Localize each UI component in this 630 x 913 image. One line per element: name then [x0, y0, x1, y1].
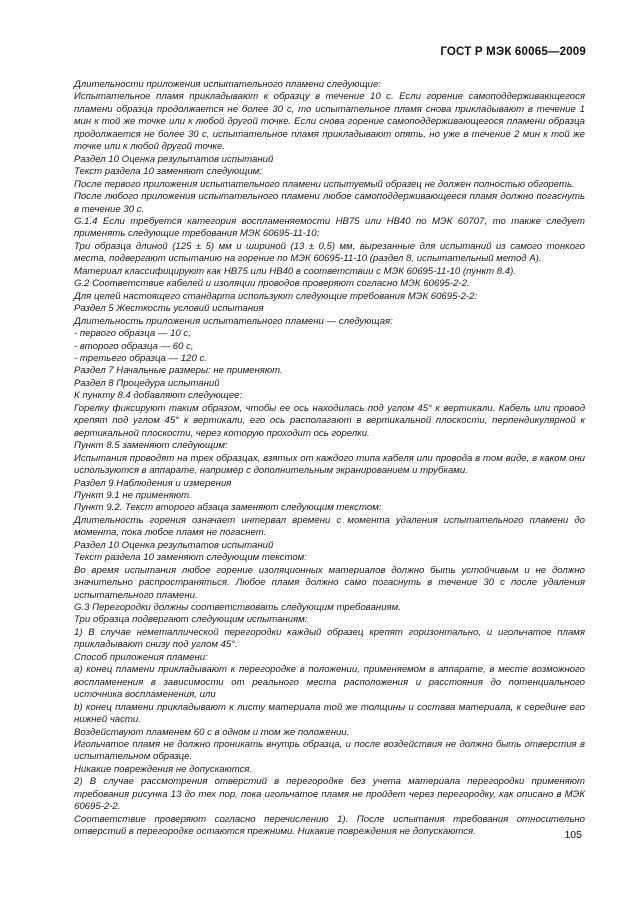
standard-header: ГОСТ Р МЭК 60065—2009: [440, 46, 586, 58]
paragraph: а) конец пламени прикладывают к перегородке в положении, применяемом в аппарате, в месте возможного воспламенения в зависимости от реального места расположения и расстояния до потенциального источника воспламенения, или: [74, 664, 585, 701]
paragraph: 2) В случае рассмотрения отверстий в перегородке без учета материала перегородки применяют требования рисунка 13 до тех пор, пока игольчатое пламя не пройдет через перегородку, как описано в МЭК 60695-2-2.: [74, 776, 585, 813]
paragraph: Никакие повреждения не допускаются.: [74, 763, 253, 775]
page-number: 105: [564, 829, 582, 841]
paragraph: Раздел 8 Процедура испытаний: [74, 377, 220, 389]
paragraph: Горелку фиксируют таким образом, чтобы ее ось находилась под углом 45° к вертикали. Кабель или провод крепят под углом 45° к вертикали, его ось располагают в вертикальной плоскости, перпендикулярной к вертикальной плоскости, через которую проходит ось горелки.: [74, 402, 585, 439]
paragraph: Для целей настоящего стандарта используют следующие требования МЭК 60695-2-2:: [74, 290, 478, 302]
paragraph: Раздел 9 Наблюдения и измерения: [74, 477, 232, 489]
paragraph: Испытательное пламя прикладывают к образцу в течение 10 с. Если горение самоподдерживающегося пламени образца продолжается не более 30 с, то испытательное пламя снова прикладывают в течение 1 мин к той же точке или к любой другой точке. Если снова горение самоподдерживающегося пламени образца продолжается не более 30 с, испытательное пламя прикладывают опять, но уже в течение 2 мин к той же точке или к любой другой точке.: [74, 91, 585, 153]
paragraph: Пункт 8.5 заменяют следующим:: [74, 440, 228, 452]
list-item: - третьего образца — 120 с.: [74, 352, 207, 364]
paragraph: Раздел 10 Оценка результатов испытаний: [74, 539, 274, 551]
paragraph: Длительности приложения испытательного пламени следующие:: [74, 79, 381, 90]
paragraph: Пункт 9.2. Текст второго абзаца заменяют следующим текстом:: [74, 502, 382, 514]
document-body: [74, 79, 585, 839]
list-item: - второго образца — 60 с,: [74, 340, 194, 352]
paragraph: Длительность приложения испытательного пламени — следующая:: [74, 315, 393, 327]
paragraph: 1) В случае неметаллической перегородки каждый образец крепят горизонтально, и игольчатое пламя прикладывают снизу под углом 45°.: [74, 626, 585, 651]
paragraph: Соответствие проверяют согласно перечислению 1). После испытания требования относительно отверстий в перегородке остаются прежними. Никакие повреждения не допускаются.: [74, 813, 585, 838]
paragraph: Раздел 7 Начальные размеры: не применяют.: [74, 365, 283, 377]
paragraph: Способ приложения пламени:: [74, 651, 208, 663]
paragraph: G.3 Перегородки должны соответствовать следующим требованиям.: [74, 602, 401, 614]
paragraph: b) конец пламени прикладывают к листу материала той же толщины и состава материала, к середине его нижней части.: [74, 701, 585, 726]
paragraph: Во время испытания любое горение изоляционных материалов должно быть устойчивым и не должно значительно распространяться. Любое пламя должно само погаснуть в течение 30 с после удаления испытательного пламени.: [74, 564, 585, 601]
paragraph: Раздел 10 Оценка результатов испытаний: [74, 153, 274, 165]
paragraph: К пункту 8.4 добавляют следующее:: [74, 390, 243, 402]
paragraph: Текст раздела 10 заменяют следующим:: [74, 166, 262, 178]
paragraph: Воздействуют пламенем 60 с в одном и том же положении.: [74, 726, 350, 738]
paragraph: G.1.4 Если требуется категория воспламеняемости НВ75 или НВ40 по МЭК 60707, то также следует применять следующие требования МЭК 60695-11-10:: [74, 215, 585, 240]
list-item: - первого образца — 10 с,: [74, 328, 191, 340]
paragraph: Текст раздела 10 заменяют следующим текстом:: [74, 552, 307, 564]
paragraph: Пункт 9.1 не применяют.: [74, 489, 192, 501]
paragraph: После любого приложения испытательного пламени любое самоподдерживающееся пламя должно погаснуть в течение 30 с.: [74, 191, 585, 215]
paragraph: Три образца длиной (125 ± 5) мм и шириной (13 ± 0,5) мм, вырезанные для испытаний из самого тонкого места, подвергают испытанию на горение по МЭК 60695-11-10 (раздел 8, испытательный метод А).: [74, 240, 585, 265]
paragraph: Испытания проводят на трех образцах, взятых от каждого типа кабеля или провода в том виде, в каком они используются в аппарате, например с дополнительным экранированием и трубками.: [74, 452, 585, 477]
paragraph: После первого приложения испытательного пламени испытуемый образец не должен полностью обгореть.: [74, 178, 575, 190]
paragraph: Игольчатое пламя не должно проникать внутрь образца, и после воздействия не должно быть отверстия в испытательном образце.: [74, 739, 585, 763]
paragraph: G.2 Соответствие кабелей и изоляции проводов проверяют согласно МЭК 60695-2-2.: [74, 278, 470, 290]
paragraph: Три образца подвергают следующим испытаниям:: [74, 614, 308, 626]
paragraph: Материал классифицируют как НВ75 или НВ40 в соответствии с МЭК 60695-11-10 (пункт 8.4).: [74, 265, 516, 277]
paragraph: Длительность горения означает интервал времени с момента удаления испытательного пламени до момента, пока любое пламя не погаснет.: [74, 514, 585, 539]
paragraph: Раздел 5 Жесткость условий испытания: [74, 303, 264, 315]
